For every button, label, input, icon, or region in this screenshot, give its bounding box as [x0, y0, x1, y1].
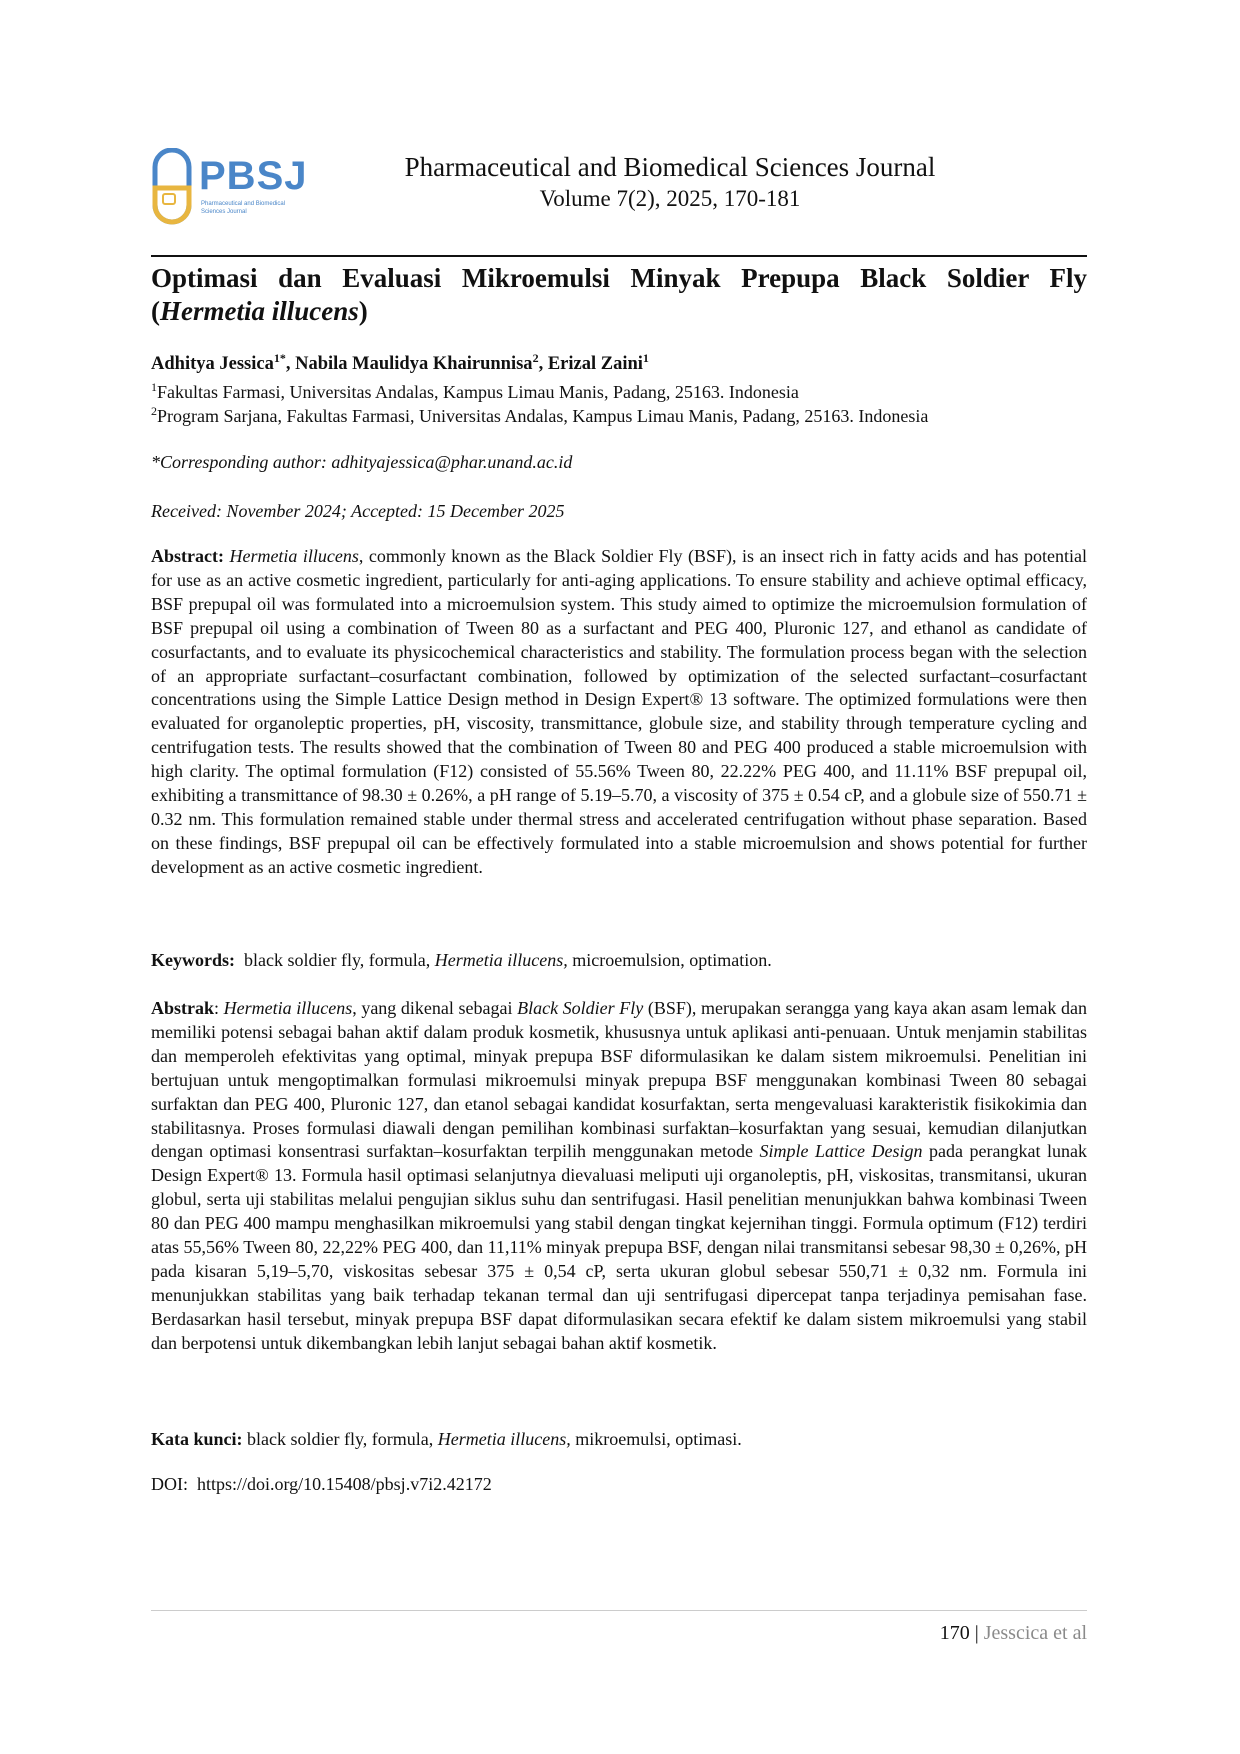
keywords-post: microemulsion, optimation.: [572, 950, 772, 970]
kata-kunci-species: Hermetia illucens,: [437, 1429, 571, 1449]
abstract-species: Hermetia illucens: [229, 546, 359, 566]
affiliation-2-text: Program Sarjana, Fakultas Farmasi, Universitas Andalas, Kampus Limau Manis, Padang, 25163. Indonesia: [157, 406, 929, 426]
affiliation-2-sup: 2: [151, 404, 157, 418]
affiliation-1-text: Fakultas Farmasi, Universitas Andalas, Kampus Limau Manis, Padang, 25163. Indonesia: [157, 382, 799, 402]
author-2-sup: 2: [532, 350, 539, 365]
abstract-indonesian: [151, 997, 1087, 1356]
title-close: ): [358, 296, 368, 326]
kata-kunci-post: mikroemulsi, optimasi.: [575, 1429, 742, 1449]
title-main: Optimasi dan Evaluasi Mikroemulsi Minyak Prepupa Black Soldier Fly (: [151, 263, 1087, 326]
logo-wordmark: PBSJ: [199, 154, 308, 198]
abstrak-bsf: Black Soldier Fly: [517, 998, 644, 1018]
affiliation-1-sup: 1: [151, 380, 157, 394]
abstrak-species: Hermetia illucens: [223, 998, 353, 1018]
abstract-label: Abstract:: [151, 546, 224, 566]
title-species: Hermetia illucens: [160, 296, 359, 326]
affiliation-1: [151, 382, 1087, 403]
doi: [151, 1474, 1087, 1495]
header-rule: [151, 255, 1087, 257]
author-3-sup: 1: [642, 350, 649, 365]
footer-separator: |: [974, 1622, 979, 1644]
doi-link[interactable]: https://doi.org/10.15408/pbsj.v7i2.42172: [197, 1474, 492, 1494]
corresponding-author: *Corresponding author: adhityajessica@phar.unand.ac.id: [151, 452, 573, 472]
journal-name: Pharmaceutical and Biomedical Sciences Journal: [404, 152, 936, 182]
abstrak-label: Abstrak: [151, 998, 215, 1018]
keywords-label: Keywords:: [151, 950, 235, 970]
abstrak-text-2: (BSF), merupakan serangga yang kaya akan asam lemak dan memiliki potensi sebagai bahan aktif dalam produk kosmetik, khususnya untuk aplikasi anti-penuaan. Untuk menjamin stabilitas dan memperoleh efektivitas yang optimal, minyak prepupa BSF diformulasikan ke dalam sistem mikroemulsi. Penelitian ini bertujuan untuk mengoptimalkan formulasi mikroemulsi minyak prepupa BSF menggunakan kombinasi Tween 80 sebagai surfaktan dan PEG 400, Pluronic 127, dan etanol sebagai kandidat kosurfaktan, serta mengevaluasi karakteristik fisikokimia dan stabilitasnya. Proses formulasi diawali dengan pemilihan kombinasi surfaktan–kosurfaktan yang sesuai, kemudian dilanjutkan dengan optimasi konsentrasi surfaktan–kosurfaktan terpilih menggunakan metode: [151, 998, 1088, 1162]
journal-logo: [149, 148, 309, 228]
doi-label: DOI:: [151, 1474, 188, 1494]
logo-subtitle: Pharmaceutical and Biomedical Sciences Journal: [201, 201, 286, 215]
abstrak-sld: Simple Lattice Design: [759, 1141, 923, 1162]
footer-rule: [151, 1610, 1087, 1611]
abstract-text: , commonly known as the Black Soldier Fly (BSF), is an insect rich in fatty acids and has potential for use as an active cosmetic ingredient, particularly for anti-aging applications. To ensure stability and achieve optimal efficacy, BSF prepupal oil was formulated into a microemulsion system. This study aimed to optimize the microemulsion formulation of BSF prepupal oil using a combination of Tween 80 as a surfactant and PEG 400, Pluronic 127, and ethanol as candidate of cosurfactants, and to evaluate its physicochemical characteristics and stability. The formulation process began with the selection of an appropriate surfactant–cosurfactant combination, followed by optimization of the selected surfactant–cosurfactant concentrations using the Simple Lattice Design method in Design Expert® 13 software. The optimized formulations were then evaluated for organoleptic properties, pH, viscosity, transmittance, globule size, and stability through temperature cycling and centrifugation tests. The results showed that the combination of Tween 80 and PEG 400 produced a stable microemulsion with high clarity. The optimal formulation (F12) consisted of 55.56% Tween 80, 22.22% PEG 400, and 11.11% BSF prepupal oil, exhibiting a transmittance of 98.30 ± 0.26%, a pH range of 5.19–5.70, a viscosity of 375 ± 0.54 cP, and a globule size of 550.71 ± 0.32 nm. This formulation remained stable under thermal stress and accelerated centrifugation without phase separation. Based on these findings, BSF prepupal oil can be effectively formulated into a stable microemulsion and shows potential for further development as an active cosmetic ingredient.: [151, 546, 1088, 877]
author-3: , Erizal Zaini: [538, 354, 643, 374]
author-1-sup: 1*: [273, 350, 286, 365]
capsule-logo-icon: [149, 148, 197, 228]
abstract-english: [151, 545, 1087, 880]
page-footer: [940, 1622, 1087, 1645]
journal-volume: Volume 7(2), 2025, 170-181: [539, 186, 801, 211]
abstrak-text-1: , yang dikenal sebagai: [352, 998, 513, 1018]
abstrak-text-3: pada perangkat lunak Design Expert® 13. Formula hasil optimasi selanjutnya dievaluasi meliputi uji organoleptis, pH, viskositas, transmitansi, ukuran globul, serta uji stabilitas melalui pengujian siklus suhu dan sentrifugasi. Hasil penelitian menunjukkan bahwa kombinasi Tween 80 dan PEG 400 mampu menghasilkan mikroemulsi yang stabil dengan tingkat kejernihan tinggi. Formula optimum (F12) terdiri atas 55,56% Tween 80, 22,22% PEG 400, dan 11,11% minyak prepupa BSF, dengan nilai transmitansi sebesar 98,30 ± 0,26%, pH pada kisaran 5,19–5,70, viskositas sebesar 375 ± 0,54 cP, serta ukuran globul sebesar 550,71 ± 0,32 nm. Formula ini menunjukkan stabilitas yang baik terhadap tekanan termal dan uji sentrifugasi dipercepat tanpa terjadinya pemisahan fase. Berdasarkan hasil tersebut, minyak prepupa BSF dapat diformulasikan secara efektif ke dalam sistem mikroemulsi yang stabil dan berpotensi untuk dikembangkan lebih lanjut sebagai bahan aktif kosmetik.: [151, 1141, 1088, 1353]
kata-kunci-pre: black soldier fly, formula,: [247, 1429, 434, 1449]
affiliation-2: [151, 406, 1087, 427]
kata-kunci-label: Kata kunci:: [151, 1429, 243, 1449]
author-2: , Nabila Maulidya Khairunnisa: [285, 354, 533, 374]
author-list: [151, 350, 1087, 375]
keywords-species: Hermetia illucens,: [434, 950, 568, 970]
received-accepted-dates: Received: November 2024; Accepted: 15 December 2025: [151, 501, 565, 521]
author-1: Adhitya Jessica: [151, 354, 274, 374]
kata-kunci: [151, 1429, 1087, 1450]
keywords: [151, 950, 1087, 971]
page-number: 170: [939, 1622, 970, 1644]
abstrak-colon: :: [214, 998, 220, 1018]
keywords-pre: black soldier fly, formula,: [244, 950, 431, 970]
footer-author: Jesscica et al: [983, 1622, 1087, 1644]
article-title: [151, 262, 1087, 328]
